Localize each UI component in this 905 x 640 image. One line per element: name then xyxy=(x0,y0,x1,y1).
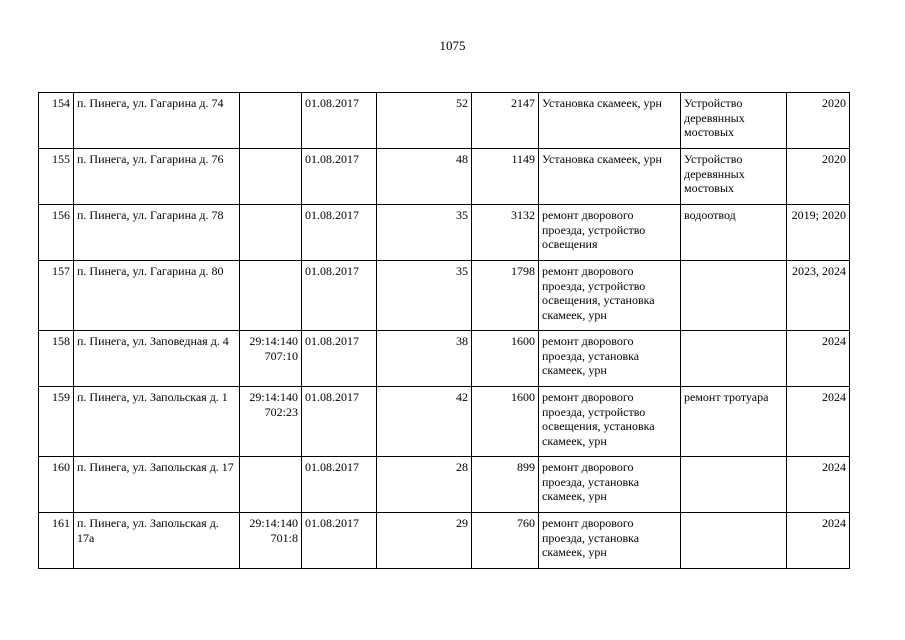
residents-cell: 38 xyxy=(377,331,472,387)
address-cell: п. Пинега, ул. Запольская д. 17 xyxy=(74,457,240,513)
address-cell: п. Пинега, ул. Запольская д. 1 xyxy=(74,387,240,457)
area-cell: 3132 xyxy=(472,205,539,261)
year-cell: 2019; 2020 xyxy=(787,205,850,261)
year-cell: 2020 xyxy=(787,93,850,149)
residents-cell: 52 xyxy=(377,93,472,149)
table-row xyxy=(39,457,850,513)
address-cell: п. Пинега, ул. Гагарина д. 80 xyxy=(74,261,240,331)
row-number-cell: 160 xyxy=(39,457,74,513)
table-row xyxy=(39,261,850,331)
extra-works-cell xyxy=(681,513,787,569)
cadastral-number-cell xyxy=(240,261,302,331)
main-works-cell: ремонт дворового проезда, устройство освещения, установка скамеек, урн xyxy=(539,387,681,457)
table-row xyxy=(39,205,850,261)
extra-works-cell: водоотвод xyxy=(681,205,787,261)
date-cell: 01.08.2017 xyxy=(302,387,377,457)
address-cell: п. Пинега, ул. Заповедная д. 4 xyxy=(74,331,240,387)
extra-works-cell xyxy=(681,331,787,387)
cadastral-number-cell xyxy=(240,149,302,205)
year-cell: 2024 xyxy=(787,457,850,513)
cadastral-number-cell: 29:14:140 702:23 xyxy=(240,387,302,457)
courtyard-registry-table xyxy=(38,92,850,569)
main-works-cell: ремонт дворового проезда, установка скамеек, урн xyxy=(539,457,681,513)
area-cell: 1798 xyxy=(472,261,539,331)
table-row xyxy=(39,387,850,457)
main-works-cell: ремонт дворового проезда, установка скамеек, урн xyxy=(539,513,681,569)
area-cell: 760 xyxy=(472,513,539,569)
date-cell: 01.08.2017 xyxy=(302,261,377,331)
date-cell: 01.08.2017 xyxy=(302,149,377,205)
extra-works-cell: Устройство деревянных мостовых xyxy=(681,93,787,149)
cadastral-number-cell xyxy=(240,205,302,261)
residents-cell: 42 xyxy=(377,387,472,457)
year-cell: 2024 xyxy=(787,513,850,569)
cadastral-number-cell: 29:14:140 707:10 xyxy=(240,331,302,387)
residents-cell: 35 xyxy=(377,205,472,261)
area-cell: 1600 xyxy=(472,387,539,457)
row-number-cell: 154 xyxy=(39,93,74,149)
year-cell: 2020 xyxy=(787,149,850,205)
residents-cell: 28 xyxy=(377,457,472,513)
row-number-cell: 158 xyxy=(39,331,74,387)
date-cell: 01.08.2017 xyxy=(302,513,377,569)
year-cell: 2023, 2024 xyxy=(787,261,850,331)
address-cell: п. Пинега, ул. Гагарина д. 74 xyxy=(74,93,240,149)
cadastral-number-cell xyxy=(240,93,302,149)
year-cell: 2024 xyxy=(787,331,850,387)
area-cell: 1149 xyxy=(472,149,539,205)
table-row xyxy=(39,93,850,149)
area-cell: 2147 xyxy=(472,93,539,149)
date-cell: 01.08.2017 xyxy=(302,93,377,149)
row-number-cell: 155 xyxy=(39,149,74,205)
address-cell: п. Пинега, ул. Запольская д. 17а xyxy=(74,513,240,569)
residents-cell: 29 xyxy=(377,513,472,569)
date-cell: 01.08.2017 xyxy=(302,331,377,387)
row-number-cell: 156 xyxy=(39,205,74,261)
main-works-cell: Установка скамеек, урн xyxy=(539,93,681,149)
area-cell: 899 xyxy=(472,457,539,513)
main-works-cell: ремонт дворового проезда, устройство освещения, установка скамеек, урн xyxy=(539,261,681,331)
page-number: 1075 xyxy=(439,38,466,53)
table-row xyxy=(39,149,850,205)
residents-cell: 48 xyxy=(377,149,472,205)
table-row xyxy=(39,331,850,387)
date-cell: 01.08.2017 xyxy=(302,457,377,513)
extra-works-cell: Устройство деревянных мостовых xyxy=(681,149,787,205)
main-works-cell: ремонт дворового проезда, установка скамеек, урн xyxy=(539,331,681,387)
cadastral-number-cell xyxy=(240,457,302,513)
date-cell: 01.08.2017 xyxy=(302,205,377,261)
year-cell: 2024 xyxy=(787,387,850,457)
area-cell: 1600 xyxy=(472,331,539,387)
cadastral-number-cell: 29:14:140 701:8 xyxy=(240,513,302,569)
main-works-cell: ремонт дворового проезда, устройство освещения xyxy=(539,205,681,261)
row-number-cell: 157 xyxy=(39,261,74,331)
table-row xyxy=(39,513,850,569)
extra-works-cell xyxy=(681,457,787,513)
row-number-cell: 159 xyxy=(39,387,74,457)
row-number-cell: 161 xyxy=(39,513,74,569)
extra-works-cell xyxy=(681,261,787,331)
main-works-cell: Установка скамеек, урн xyxy=(539,149,681,205)
residents-cell: 35 xyxy=(377,261,472,331)
extra-works-cell: ремонт тротуара xyxy=(681,387,787,457)
address-cell: п. Пинега, ул. Гагарина д. 78 xyxy=(74,205,240,261)
address-cell: п. Пинега, ул. Гагарина д. 76 xyxy=(74,149,240,205)
